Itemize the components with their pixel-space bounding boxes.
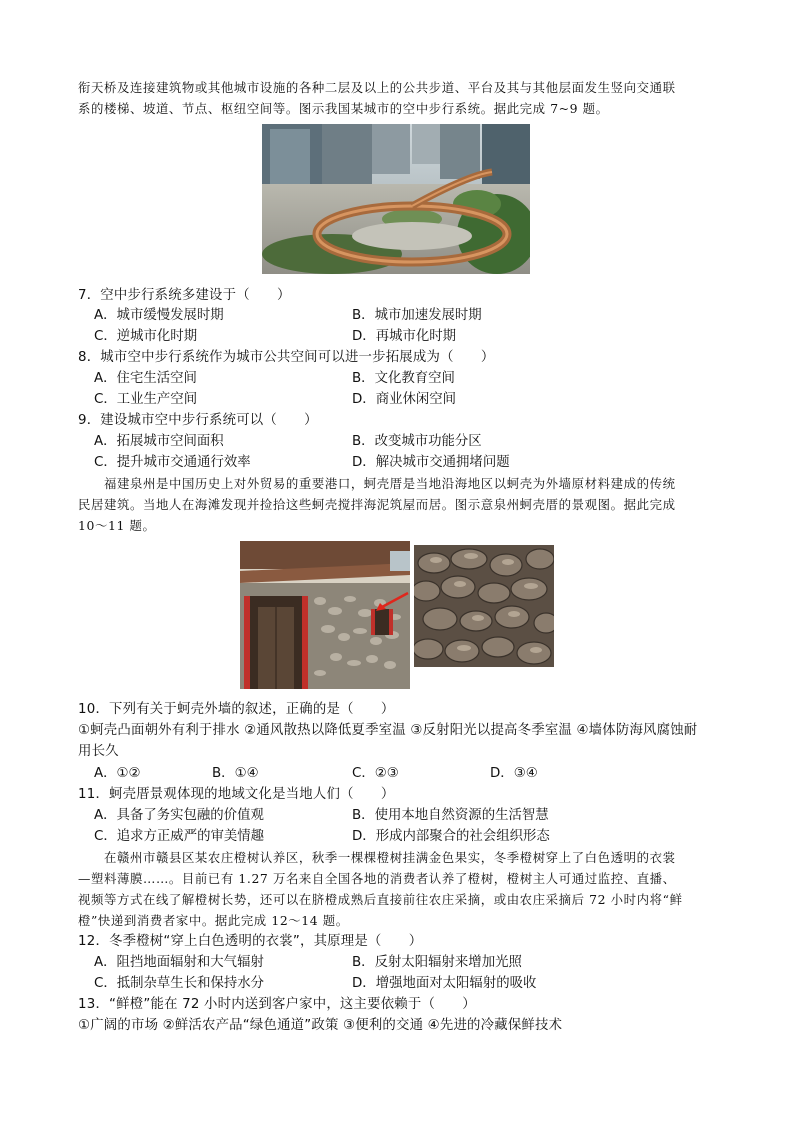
q8-option-d[interactable]: D．商业休闲空间	[352, 392, 457, 407]
q7-option-a[interactable]: A．城市缓慢发展时期	[94, 308, 224, 323]
skywalk-illustration	[262, 124, 530, 274]
q12-stem: 12．冬季橙树“穿上白色透明的衣裳”，其原理是（ ）	[78, 934, 423, 949]
q9-stem: 9．建设城市空中步行系统可以（ ）	[78, 413, 318, 428]
q10-option-d[interactable]: D．③④	[490, 766, 538, 781]
passage-3-line-1: 在赣州市赣县区某农庄橙树认养区，秋季一棵棵橙树挂满金色果实，冬季橙树穿上了白色透明的衣裳	[104, 850, 676, 865]
q9-option-d[interactable]: D．解决城市交通拥堵问题	[352, 455, 510, 470]
oyster-house-photo	[240, 541, 410, 689]
q8-option-c[interactable]: C．工业生产空间	[94, 392, 198, 407]
q10-option-c[interactable]: C．②③	[352, 766, 399, 781]
oyster-shell-texture	[414, 545, 554, 667]
q12-option-d[interactable]: D．增强地面对太阳辐射的吸收	[352, 976, 537, 991]
passage-1-line-1: 衔天桥及连接建筑物或其他城市设施的各种二层及以上的公共步道、平台及其与其他层面发生竖向交通联	[78, 80, 676, 95]
q11-stem: 11．蚵壳厝景观体现的地域文化是当地人们（ ）	[78, 787, 395, 802]
passage-2-line-1: 福建泉州是中国历史上对外贸易的重要港口，蚵壳厝是当地沿海地区以蚵壳为外墙原材料建成的传统	[104, 476, 676, 491]
q11-option-d[interactable]: D．形成内部聚合的社会组织形态	[352, 829, 550, 844]
oyster-shell-closeup	[414, 545, 554, 667]
q9-option-c[interactable]: C．提升城市交通通行效率	[94, 455, 251, 470]
q8-option-a[interactable]: A．住宅生活空间	[94, 371, 197, 386]
q12-option-b[interactable]: B．反射太阳辐射来增加光照	[352, 955, 522, 970]
q11-option-a[interactable]: A．具备了务实包融的价值观	[94, 808, 264, 823]
q10-stem: 10．下列有关于蚵壳外墙的叙述，正确的是（ ）	[78, 702, 395, 717]
q10-statements-line-1: ①蚵壳凸面朝外有利于排水 ②通风散热以降低夏季室温 ③反射阳光以提高冬季室温 ④墙体防海风腐蚀耐	[78, 723, 698, 738]
q7-option-c[interactable]: C．逆城市化时期	[94, 329, 198, 344]
oyster-house-illustration	[240, 541, 410, 689]
skywalk-photo	[262, 124, 530, 274]
q10-option-a[interactable]: A．①②	[94, 766, 141, 781]
passage-3-line-2: —塑料薄膜……。目前已有 1.27 万名来自全国各地的消费者认养了橙树，橙树主人可通过监控、直播、	[78, 871, 676, 886]
q7-stem: 7．空中步行系统多建设于（ ）	[78, 288, 291, 303]
q9-option-b[interactable]: B．改变城市功能分区	[352, 434, 482, 449]
q8-stem: 8．城市空中步行系统作为城市公共空间可以进一步拓展成为（ ）	[78, 350, 495, 365]
q10-statements-line-2: 用长久	[78, 744, 119, 759]
q11-option-c[interactable]: C．追求方正威严的审美情趣	[94, 829, 265, 844]
passage-2-line-2: 民居建筑。当地人在海滩发现并捡拾这些蚵壳搅拌海泥筑屋而居。图示意泉州蚵壳厝的景观图。据此完成	[78, 497, 676, 512]
q10-option-b[interactable]: B．①④	[212, 766, 259, 781]
passage-3-line-3: 视频等方式在线了解橙树长势，还可以在脐橙成熟后直接前往农庄采摘，或由农庄采摘后 72 小时内将“鲜	[78, 892, 683, 907]
q9-option-a[interactable]: A．拓展城市空间面积	[94, 434, 224, 449]
q13-stem: 13．“鲜橙”能在 72 小时内送到客户家中，这主要依赖于（ ）	[78, 997, 476, 1012]
q11-option-b[interactable]: B．使用本地自然资源的生活智慧	[352, 808, 549, 823]
q8-option-b[interactable]: B．文化教育空间	[352, 371, 455, 386]
passage-1-line-2: 系的楼梯、坡道、节点、枢纽空间等。图示我国某城市的空中步行系统。据此完成 7~9 题。	[78, 101, 609, 116]
q7-option-b[interactable]: B．城市加速发展时期	[352, 308, 482, 323]
q12-option-a[interactable]: A．阻挡地面辐射和大气辐射	[94, 955, 264, 970]
passage-2-line-3: 10～11 题。	[78, 518, 156, 533]
q12-option-c[interactable]: C．抵制杂草生长和保持水分	[94, 976, 265, 991]
passage-3-line-4: 橙”快递到消费者家中。据此完成 12～14 题。	[78, 913, 349, 928]
q13-statements: ①广阔的市场 ②鲜活农产品“绿色通道”政策 ③便利的交通 ④先进的冷藏保鲜技术	[78, 1018, 563, 1033]
q7-option-d[interactable]: D．再城市化时期	[352, 329, 457, 344]
